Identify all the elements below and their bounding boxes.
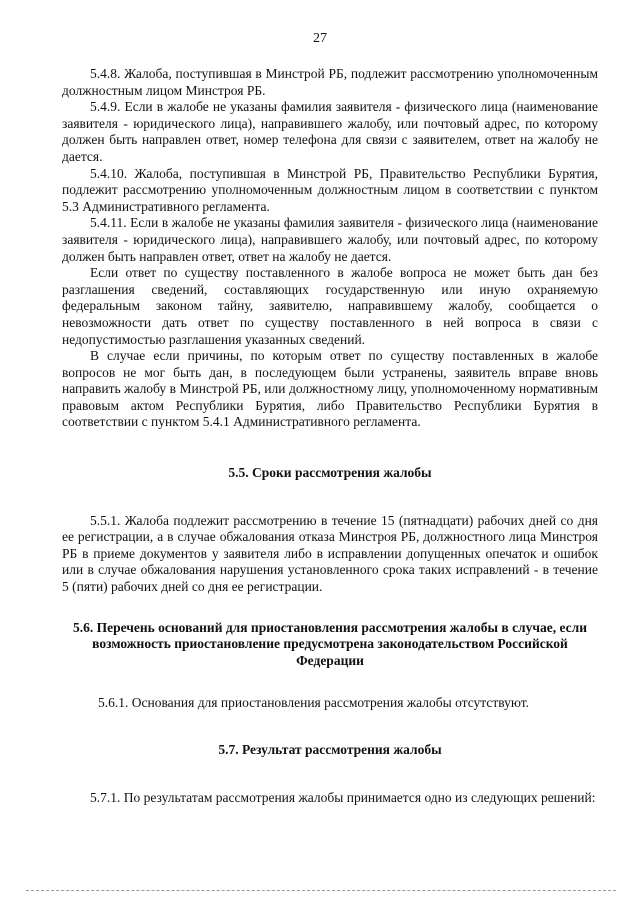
page-bottom-divider [26, 890, 616, 891]
heading-5-7: 5.7. Результат рассмотрения жалобы [218, 742, 442, 757]
heading-5-5: 5.5. Сроки рассмотрения жалобы [228, 465, 432, 481]
paragraph-5-4-8: 5.4.8. Жалоба, поступившая в Минстрой РБ, подлежит рассмотрению уполномоченным должностным лицом Минстроя РБ. [62, 66, 598, 98]
paragraph-resubmission: В случае если причины, по которым ответ по существу поставленных в жалобе вопросов не мог быть дан, в последующем были устранены, заявитель вправе вновь направить жалобу в Минстрой РБ, или должностному лицу, уполномоченному нормативным правовым актом Республики Бурятия, либо Правительство Республики Бурятия в соответствии с пунктом 5.4.1 Административного регламента. [62, 348, 598, 430]
paragraph-secret-info: Если ответ по существу поставленного в жалобе вопроса не может быть дан без разглашения сведений, составляющих государственную или иную охраняемую федеральным законом тайну, заявителю, направившему жалобу, сообщается о невозможности дать ответ по существу поставленного в ней вопроса в связи с недопустимостью разглашения указанных сведений. [62, 265, 598, 347]
paragraph-5-5-1: 5.5.1. Жалоба подлежит рассмотрению в течение 15 (пятнадцати) рабочих дней со дня ее регистрации, а в случае обжалования отказа Минстроя РБ, должностного лица Минстроя РБ в приеме документов у заявителя либо в исправлении допущенных опечаток и ошибок или в случае обжалования нарушения установленного срока таких исправлений - в течение 5 (пяти) рабочих дней со дня ее регистрации. [62, 512, 598, 595]
paragraph-5-4-10: 5.4.10. Жалоба, поступившая в Минстрой РБ, Правительство Республики Бурятия, подлежит рассмотрению уполномоченным должностным лицом в соответствии с пунктом 5.3 Административного регламента. [62, 165, 598, 214]
paragraph-5-4-9: 5.4.9. Если в жалобе не указаны фамилия заявителя - физического лица (наименование заявителя - юридического лица), направившего жалобу, или почтовый адрес, по которому должен быть направлен ответ, номер телефона для связи с заявителем, ответ на жалобу не дается. [62, 99, 598, 164]
page-number: 27 [313, 31, 327, 46]
document-body [62, 66, 598, 806]
paragraph-5-4-11: 5.4.11. Если в жалобе не указаны фамилия заявителя - физического лица (наименование заявителя - юридического лица), направившего жалобу, или почтовый адрес, по которому должен быть направлен ответ, ответ на жалобу не дается. [62, 215, 598, 264]
paragraph-5-7-1: 5.7.1. По результатам рассмотрения жалобы принимается одно из следующих решений: [90, 789, 596, 805]
paragraph-5-6-1: 5.6.1. Основания для приостановления рассмотрения жалобы отсутствуют. [98, 695, 530, 711]
heading-5-6: 5.6. Перечень оснований для приостановления рассмотрения жалобы в случае, если возможность приостановление предусмотрена законодательством Российской Федерации [72, 619, 587, 668]
